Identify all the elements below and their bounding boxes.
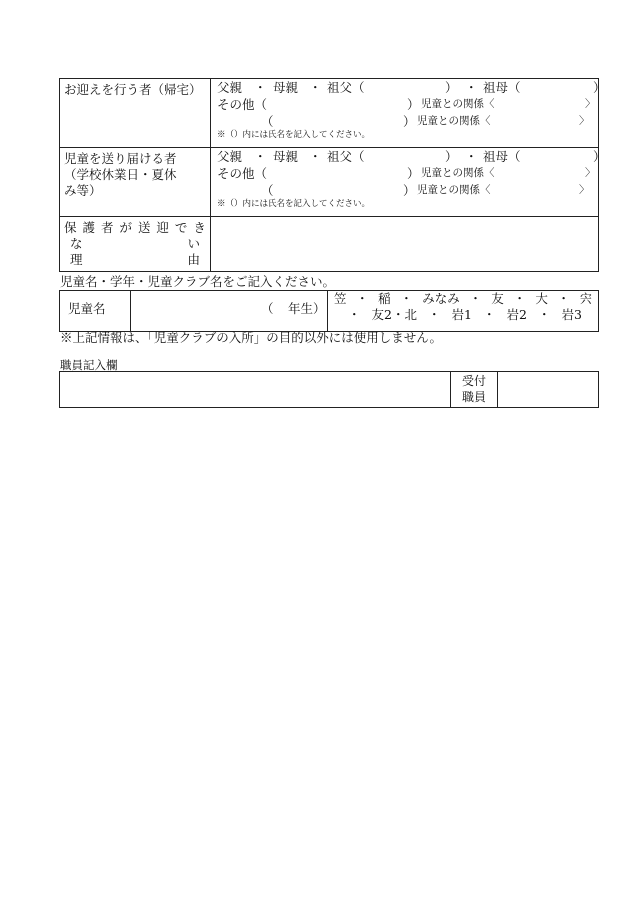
dot: ・	[254, 149, 267, 164]
child-table	[59, 290, 599, 332]
paren-close: ）	[445, 149, 458, 164]
dropoff-label-1: 児童を送り届ける者	[64, 151, 177, 166]
relation-label: 児童との関係〈	[417, 184, 491, 196]
dropoff-row	[60, 148, 599, 217]
dropoff-line-2	[217, 165, 596, 182]
pickup-line-1	[217, 79, 606, 96]
relation-label: 児童との関係〈	[421, 98, 495, 110]
dropoff-note: ※（）内には氏名を記入してください。	[217, 199, 371, 209]
pickup-row	[60, 79, 599, 148]
reason-char: 保	[64, 220, 77, 235]
dot: ・	[469, 291, 482, 306]
reason-char: 由	[187, 252, 200, 267]
paren-close: ）	[593, 80, 606, 95]
grandmother-option[interactable]: 祖母（	[483, 80, 521, 95]
guardian-table	[59, 78, 606, 272]
club-line-1	[334, 291, 592, 307]
reason-char: な	[70, 236, 83, 251]
reception-staff-label	[451, 372, 498, 408]
paren-close: ）	[403, 183, 416, 198]
dot: ・	[309, 149, 322, 164]
dot: ・	[483, 307, 496, 322]
usage-note: ※上記情報は、「児童クラブの入所」の目的以外には使用しません。	[60, 330, 443, 345]
dot: ・	[465, 80, 478, 95]
relation-close: 〉	[579, 184, 590, 196]
reception-label-2: 職員	[461, 390, 486, 404]
reason-char: き	[193, 220, 206, 235]
other-option[interactable]: その他（	[217, 97, 268, 112]
club-option[interactable]: みなみ	[422, 291, 460, 306]
dropoff-label-2: （学校休業日・夏休	[64, 167, 177, 182]
paren-close: ）	[403, 114, 416, 129]
club-option[interactable]: 友	[491, 291, 504, 306]
reason-char: い	[187, 236, 200, 251]
club-options-cell[interactable]	[328, 291, 599, 332]
relation-close: 〉	[585, 98, 596, 110]
relation-label: 児童との関係〈	[417, 115, 491, 127]
dropoff-line-1	[217, 148, 606, 165]
relation-close: 〉	[585, 167, 596, 179]
pickup-options-cell[interactable]	[211, 79, 606, 148]
grade-open: （	[261, 301, 274, 316]
dot: ・	[557, 291, 570, 306]
child-row	[60, 291, 599, 332]
other-option[interactable]: その他（	[217, 166, 268, 181]
staff-table	[59, 371, 599, 408]
club-option[interactable]: 笠	[334, 291, 347, 306]
staff-section-title: 職員記入欄	[60, 358, 118, 372]
dot: ・	[538, 307, 551, 322]
child-section-title: 児童名・学年・児童クラブ名をご記入ください。	[60, 274, 336, 289]
dot: ・	[356, 291, 369, 306]
club-option[interactable]: 岩3	[561, 307, 582, 322]
paren-open: （	[261, 114, 274, 129]
reason-char: 護	[82, 220, 95, 235]
dot: ・	[348, 307, 361, 322]
pickup-label: お迎えを行う者（帰宅）	[64, 82, 202, 97]
paren-open: （	[261, 183, 274, 198]
dot: ・	[254, 80, 267, 95]
reason-label-line-1	[64, 220, 206, 236]
dot: ・	[513, 291, 526, 306]
club-option[interactable]: 友2・北	[371, 307, 417, 322]
grade-suffix: 年生）	[288, 301, 326, 316]
reason-char: 送	[137, 220, 151, 235]
relation-close: 〉	[579, 115, 590, 127]
pickup-note: ※（）内には氏名を記入してください。	[217, 130, 371, 140]
grandmother-option[interactable]: 祖母（	[483, 149, 521, 164]
reception-staff-input[interactable]	[498, 372, 599, 408]
reason-row	[60, 217, 599, 272]
reason-label-cell	[60, 217, 211, 272]
paren-close: ）	[407, 97, 420, 112]
dropoff-options-cell[interactable]	[211, 148, 606, 217]
club-option[interactable]: 稲	[378, 291, 391, 306]
mother-option[interactable]: 母親	[273, 80, 299, 95]
reason-input-cell[interactable]	[211, 217, 599, 272]
pickup-line-3	[217, 113, 592, 130]
club-option[interactable]: 宍	[579, 291, 592, 306]
reason-char: 者	[100, 220, 114, 235]
dot: ・	[400, 291, 413, 306]
pickup-label-cell	[60, 79, 211, 148]
child-name-label: 児童名	[60, 291, 131, 332]
reason-label-line-3	[64, 252, 206, 268]
club-option[interactable]: 岩2	[506, 307, 527, 322]
reason-label-line-2	[64, 236, 206, 252]
club-option[interactable]: 大	[535, 291, 548, 306]
mother-option[interactable]: 母親	[273, 149, 299, 164]
child-name-field[interactable]	[131, 291, 328, 332]
reason-char: で	[174, 220, 188, 235]
pickup-line-2	[217, 96, 596, 113]
father-option[interactable]: 父親	[217, 149, 243, 164]
staff-row	[60, 372, 599, 408]
reason-char: 理	[70, 252, 83, 267]
dot: ・	[465, 149, 478, 164]
paren-close: ）	[593, 149, 606, 164]
club-option[interactable]: 岩1	[451, 307, 472, 322]
relation-label: 児童との関係〈	[421, 167, 495, 179]
dropoff-label-3: み等）	[64, 183, 102, 198]
grandfather-option[interactable]: 祖父（	[327, 80, 365, 95]
dot: ・	[309, 80, 322, 95]
reception-label-1: 受付	[461, 374, 486, 388]
reason-char: 迎	[156, 220, 169, 235]
paren-close: ）	[407, 166, 420, 181]
dropoff-line-3	[217, 182, 592, 199]
father-option[interactable]: 父親	[217, 80, 243, 95]
staff-notes-cell[interactable]	[60, 372, 451, 408]
club-line-2	[334, 307, 592, 323]
dot: ・	[428, 307, 441, 322]
reason-char: が	[119, 220, 132, 235]
grandfather-option[interactable]: 祖父（	[327, 149, 365, 164]
paren-close: ）	[445, 80, 458, 95]
dropoff-label-cell	[60, 148, 211, 217]
